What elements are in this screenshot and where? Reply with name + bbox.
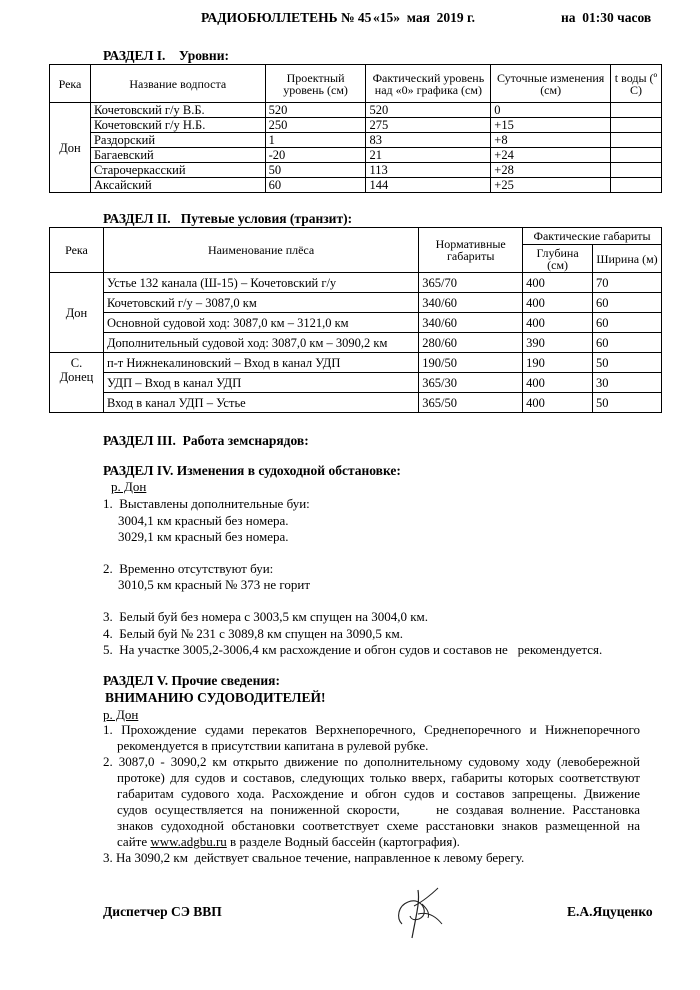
col-width: Ширина (м) <box>593 245 662 273</box>
p1-line1: 1. Прохождение судами перекатов Верхнепоречного, Среднепоречного и Нижнепоречного <box>103 722 640 737</box>
section4-item5: 5. На участке 3005,2-3006,4 км расхождение и обгон судов и составов не рекомендуется. <box>103 642 603 657</box>
water-temp <box>611 103 662 118</box>
bulletin-date: «15» мая 2019 г. <box>373 10 476 25</box>
section2-title: РАЗДЕЛ II. Путевые условия (транзит): <box>103 211 353 226</box>
actual-level: 83 <box>366 133 491 148</box>
bulletin-title: РАДИОБЮЛЛЕТЕНЬ № 45 <box>201 10 372 25</box>
dispatcher-role: Диспетчер СЭ ВВП <box>103 904 222 919</box>
section4-item1-a: 3004,1 км красный без номера. <box>118 513 289 528</box>
design-level: 1 <box>265 133 366 148</box>
post-name: Старочеркасский <box>90 163 265 178</box>
col-stretch: Наименование плёса <box>103 228 418 273</box>
depth: 390 <box>523 333 593 353</box>
col-normative: Нормативные габариты <box>419 228 523 273</box>
col-actual-dimensions: Фактические габариты <box>523 228 662 245</box>
col-river: Река <box>50 65 91 103</box>
p2-line3: габаритам судового хода. Расхождение и обгон судов и составов запрещены. Движение <box>117 786 640 801</box>
daily-change: +28 <box>491 163 611 178</box>
stretch-name: Дополнительный судовой ход: 3087,0 км – 3090,2 км <box>103 333 418 353</box>
width: 70 <box>593 273 662 293</box>
normative: 365/70 <box>419 273 523 293</box>
stretch-name: УДП – Вход в канал УДП <box>103 373 418 393</box>
section5-title: РАЗДЕЛ V. Прочие сведения: <box>103 673 280 688</box>
col-design-level: Проектный уровень (см) <box>265 65 366 103</box>
p2-line6-suffix: в разделе Водный бассейн (картография). <box>226 834 460 849</box>
width: 60 <box>593 313 662 333</box>
section3-title: РАЗДЕЛ III. Работа земснарядов: <box>103 433 309 448</box>
depth: 400 <box>523 273 593 293</box>
p2-line4: судов осуществляется на пониженной скорости, не создавая волнение. Расстановка <box>117 802 640 817</box>
depth: 400 <box>523 293 593 313</box>
stretch-name: Устье 132 канала (Ш-15) – Кочетовский г/у <box>103 273 418 293</box>
actual-level: 520 <box>366 103 491 118</box>
attention-heading: ВНИМАНИЮ СУДОВОДИТЕЛЕЙ! <box>105 690 326 705</box>
actual-level: 21 <box>366 148 491 163</box>
section4-item1: 1. Выставлены дополнительные буи: <box>103 496 310 511</box>
p1-line2: рекомендуется в присутствии капитана в рулевой рубке. <box>117 738 429 753</box>
stretch-name: п-т Нижнекалиновский – Вход в канал УДП <box>103 353 418 373</box>
col-water-temp: t воды (º C) <box>611 65 662 103</box>
col-actual-level: Фактический уровень над «0» графика (см) <box>366 65 491 103</box>
daily-change: 0 <box>491 103 611 118</box>
depth: 400 <box>523 373 593 393</box>
dispatcher-name: Е.А.Яцуценко <box>567 904 653 919</box>
bulletin-time: на 01:30 часов <box>561 10 652 25</box>
transit-table <box>49 227 662 413</box>
depth: 190 <box>523 353 593 373</box>
design-level: 50 <box>265 163 366 178</box>
section4-item2-a: 3010,5 км красный № 373 не горит <box>118 577 311 592</box>
width: 60 <box>593 333 662 353</box>
post-name: Кочетовский г/у В.Б. <box>90 103 265 118</box>
section4-item3: 3. Белый буй без номера с 3003,5 км спущен на 3004,0 км. <box>103 609 429 624</box>
water-temp <box>611 133 662 148</box>
normative: 190/50 <box>419 353 523 373</box>
stretch-name: Основной судовой ход: 3087,0 км – 3121,0 км <box>103 313 418 333</box>
water-temp <box>611 118 662 133</box>
design-level: 60 <box>265 178 366 193</box>
col-river: Река <box>50 228 104 273</box>
river-cell: Дон <box>50 273 104 353</box>
section4-item2: 2. Временно отсутствуют буи: <box>103 561 274 576</box>
width: 50 <box>593 393 662 413</box>
design-level: 250 <box>265 118 366 133</box>
depth: 400 <box>523 313 593 333</box>
design-level: -20 <box>265 148 366 163</box>
normative: 365/30 <box>419 373 523 393</box>
daily-change: +24 <box>491 148 611 163</box>
water-temp <box>611 163 662 178</box>
section4-title: РАЗДЕЛ IV. Изменения в судоходной обстановке: <box>103 463 401 478</box>
actual-level: 113 <box>366 163 491 178</box>
stretch-name: Вход в канал УДП – Устье <box>103 393 418 413</box>
section4-item1-b: 3029,1 км красный без номера. <box>118 529 289 544</box>
normative: 340/60 <box>419 313 523 333</box>
daily-change: +15 <box>491 118 611 133</box>
post-name: Багаевский <box>90 148 265 163</box>
actual-level: 275 <box>366 118 491 133</box>
p3-line: 3. На 3090,2 км действует свальное течение, направленное к левому берегу. <box>103 850 525 865</box>
design-level: 520 <box>265 103 366 118</box>
section4-item4: 4. Белый буй № 231 с 3089,8 км спущен на 3090,5 км. <box>103 626 403 641</box>
width: 30 <box>593 373 662 393</box>
section5-river: р. Дон <box>103 707 139 722</box>
col-depth: Глубина (см) <box>523 245 593 273</box>
section4-river: р. Дон <box>111 479 147 494</box>
p2-line5: знаков судоходной обстановки соответствует схеме расстановки знаков размещенной на <box>117 818 640 833</box>
levels-table <box>49 64 662 193</box>
post-name: Кочетовский г/у Н.Б. <box>90 118 265 133</box>
water-temp <box>611 178 662 193</box>
stretch-name: Кочетовский г/у – 3087,0 км <box>103 293 418 313</box>
section1-title: РАЗДЕЛ I. Уровни: <box>103 48 229 63</box>
width: 50 <box>593 353 662 373</box>
p2-line6 <box>117 834 460 849</box>
p2-line6-prefix: сайте <box>117 834 151 849</box>
normative: 280/60 <box>419 333 523 353</box>
depth: 400 <box>523 393 593 413</box>
normative: 340/60 <box>419 293 523 313</box>
adgbu-link[interactable]: www.adgbu.ru <box>150 834 227 849</box>
col-daily-change: Суточные изменения (см) <box>491 65 611 103</box>
actual-level: 144 <box>366 178 491 193</box>
p2-line1: 2. 3087,0 - 3090,2 км открыто движение по дополнительному судовому ходу (левобережной <box>103 754 640 769</box>
daily-change: +25 <box>491 178 611 193</box>
signature <box>388 884 453 944</box>
p2-line2: протоке) для судов и составов, следующих только вверх, габариты которых соответствуют <box>117 770 640 785</box>
daily-change: +8 <box>491 133 611 148</box>
width: 60 <box>593 293 662 313</box>
river-cell: С. Донец <box>50 353 104 413</box>
river-cell: Дон <box>50 103 91 193</box>
section5-paragraphs <box>103 722 640 872</box>
normative: 365/50 <box>419 393 523 413</box>
col-post: Название водпоста <box>90 65 265 103</box>
water-temp <box>611 148 662 163</box>
post-name: Раздорский <box>90 133 265 148</box>
post-name: Аксайский <box>90 178 265 193</box>
